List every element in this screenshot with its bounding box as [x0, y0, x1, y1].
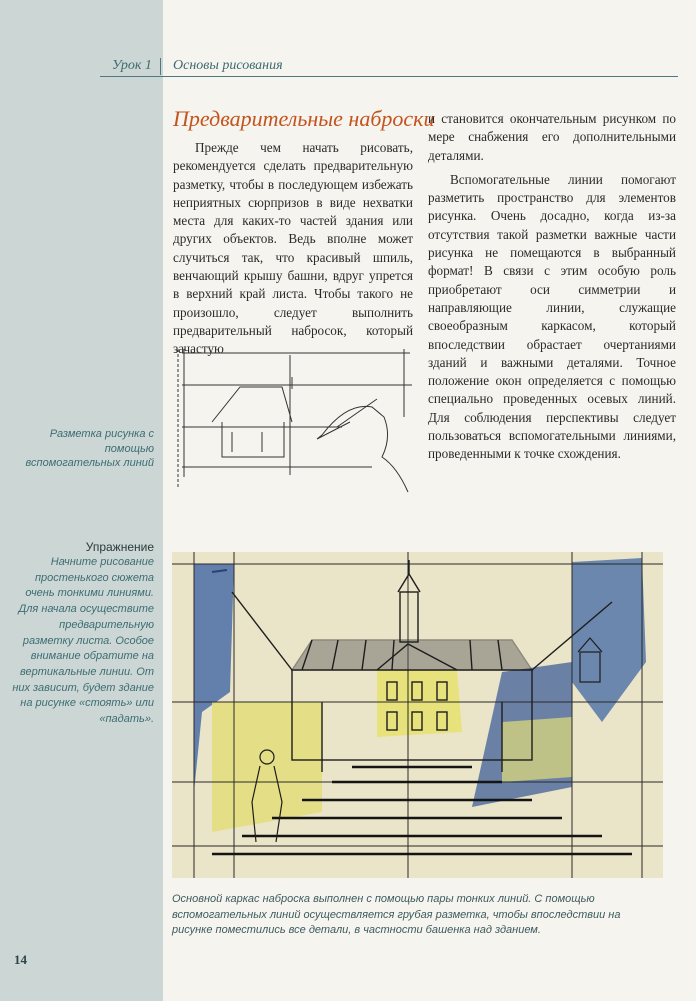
header-rule [100, 76, 678, 77]
paragraph: и становится окончательным рисунком по мере снабжения его дополнительными деталями. [428, 111, 676, 163]
page-title: Предварительные наброски [173, 106, 435, 131]
illustration-caption: Основной каркас наброска выполнен с помощью пары тонких линий. С помощью вспомогательных линий осуществляется грубая разметка, чтобы впоследствии на рисунке поместились все детали, в частности башенка над зданием. [172, 893, 621, 936]
sidebar-band [0, 0, 163, 1001]
text-column-right [428, 110, 676, 464]
header-topic: Основы рисования [173, 58, 283, 73]
exercise-text: Начните рисование простенького сюжета очень тонкими линиями. Для начала осуществите предварительную разметку листа. Особое внимание обратите на вертикальные линии. От них зависит, будет здание на рисунке «стоять» или «падать». [12, 556, 154, 726]
header-lesson: Урок 1 [112, 58, 152, 73]
paragraph: Вспомогательные линии помогают разметить пространство для элементов рисунка. Очень досадно, когда из-за отсутствия такой разметки важные части рисунка не помещаются в выбранный формат! В связи с этим особую роль приобретают оси симметрии и направляющие линии, служащие своеобразным каркасом, который впоследствии обрастает очертаниями зданий и важными деталями. Точное положение окон определяется с помощью специально проведенных осевых линий. Для соблюдения перспективы следует пользоваться вспомогательными линиями, проведенными к точке схождения. [428, 171, 676, 462]
figure-caption: Разметка рисунка с помощью вспомогательных линий [25, 428, 154, 469]
text-column-left [173, 139, 413, 359]
paragraph: Прежде чем начать рисовать, рекомендуется сделать предварительную разметку, чтобы в последующем избежать неприятных сюрпризов в виде нехватки места для каких-то частей здания или других объектов. Ведь вполне может случиться так, что красивый шпиль, венчающий крышу башни, вдруг упрется в верхний край листа. Чтобы такого не произошло, следует выполнить предварительный набросок, который зачастую [173, 140, 413, 357]
exercise-title: Упражнение [85, 540, 154, 554]
building-sketch-illustration [172, 552, 663, 878]
guide-lines-sketch [172, 347, 416, 497]
header-separator [160, 58, 161, 75]
page-number: 14 [14, 952, 27, 967]
